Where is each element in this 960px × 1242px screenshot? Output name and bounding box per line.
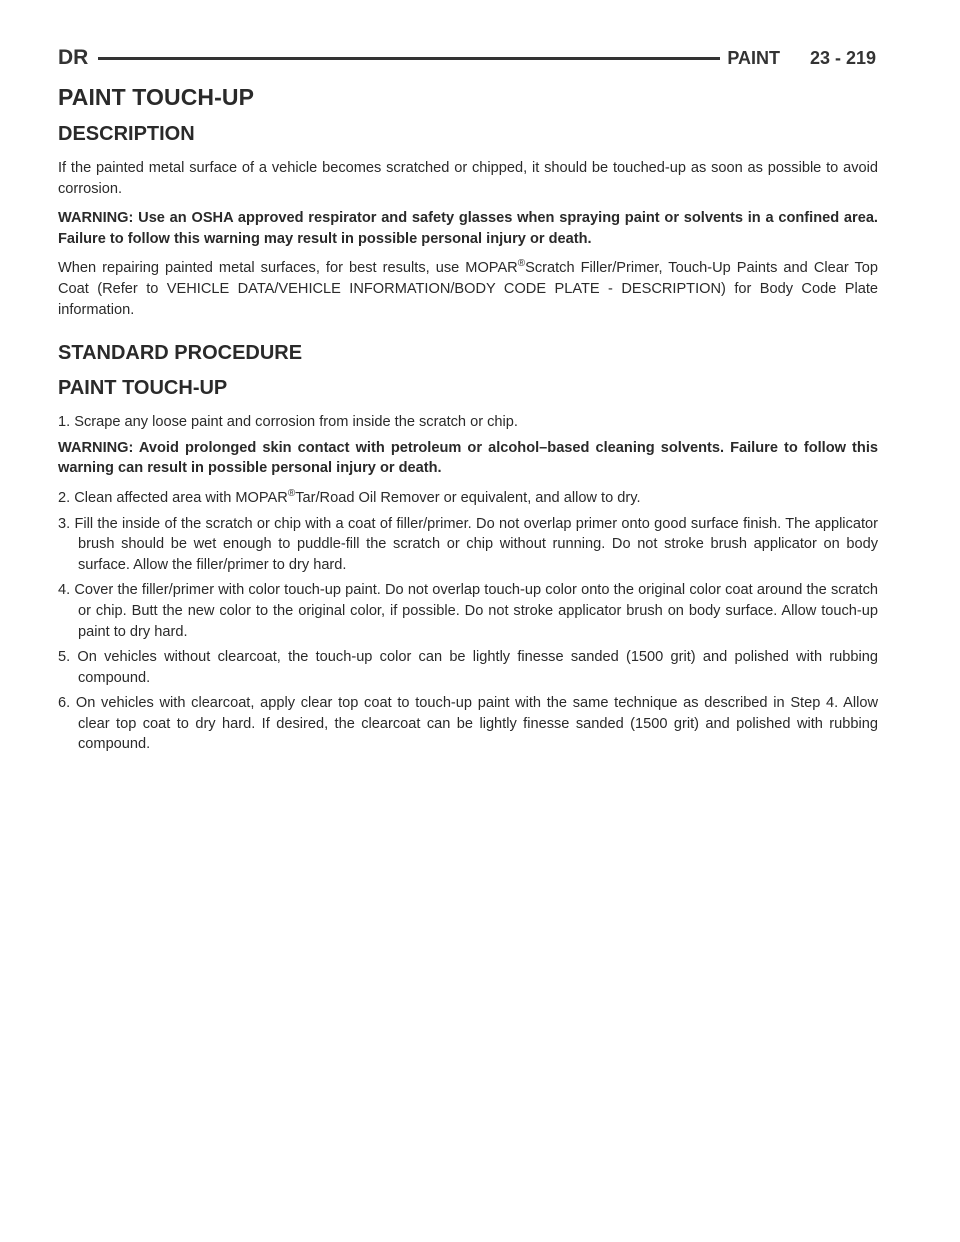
description-paragraph: If the painted metal surface of a vehicle becomes scratched or chipped, it should be touched-up as soon as possible to avoid corrosion.	[58, 160, 878, 197]
mopar-text-pre: When repairing painted metal surfaces, for best results, use MOPAR	[58, 260, 518, 277]
step-2-pre: 2. Clean affected area with MOPAR	[58, 489, 288, 506]
warning-respirator: WARNING: Use an OSHA approved respirator and safety glasses when spraying paint or solvents in a confined area. Failure to follow this warning may result in possible personal injury or death.	[58, 210, 878, 247]
registered-mark: ®	[517, 258, 526, 270]
page-header	[58, 44, 876, 72]
registered-mark: ®	[287, 488, 296, 500]
mopar-text-post: Scratch Filler/Primer, Touch-Up Paints and Clear Top Coat (Refer to VEHICLE DATA/VEHICLE INFORMATION/BODY CODE PLATE - DESCRIPTION) for Body Code Plate information.	[58, 260, 879, 318]
page-number: 23 - 219	[809, 48, 876, 68]
mopar-paragraph	[58, 258, 878, 320]
steps-list-b	[58, 488, 878, 755]
header-rule	[98, 57, 720, 60]
step-5: 5. On vehicles without clearcoat, the touch-up color can be lightly finesse sanded (1500 grit) and polished with rubbing compound.	[58, 649, 878, 686]
steps-list-a	[58, 412, 878, 433]
step-3: 3. Fill the inside of the scratch or chip with a coat of filler/primer. Do not overlap primer onto good surface finish. The applicator brush should be wet enough to puddle-fill the scratch or chip without running. Do not stroke brush applicator on body surface. Allow the filler/primer to dry hard.	[58, 515, 878, 573]
step-6: 6. On vehicles with clearcoat, apply clear top coat to touch-up paint with the same technique as described in Step 4. Allow clear top coat to dry hard. If desired, the clearcoat can be lightly finesse sanded (1500 grit) and polished with rubbing compound.	[58, 695, 878, 753]
page-title: PAINT TOUCH-UP	[58, 84, 255, 110]
step-2	[58, 488, 878, 509]
document-body	[58, 84, 878, 760]
warning-solvents: WARNING: Avoid prolonged skin contact with petroleum or alcohol–based cleaning solvents. Failure to follow this warning can result in possible personal injury or death.	[58, 439, 878, 477]
section-name: PAINT	[727, 48, 780, 68]
procedure-subheading: PAINT TOUCH-UP	[58, 377, 228, 400]
description-heading: DESCRIPTION	[58, 123, 195, 145]
description-section	[58, 123, 878, 320]
step-1: 1. Scrape any loose paint and corrosion from inside the scratch or chip.	[58, 414, 518, 431]
manual-code: DR	[58, 46, 89, 69]
step-2-post: Tar/Road Oil Remover or equivalent, and allow to dry.	[295, 489, 641, 506]
procedure-section	[58, 342, 878, 755]
step-4: 4. Cover the filler/primer with color touch-up paint. Do not overlap touch-up color onto the original color coat around the scratch or chip. Butt the new color to the original color, if possible. Do not stroke applicator brush on body surface. Allow touch-up paint to dry hard.	[58, 582, 878, 640]
procedure-heading: STANDARD PROCEDURE	[58, 342, 303, 365]
